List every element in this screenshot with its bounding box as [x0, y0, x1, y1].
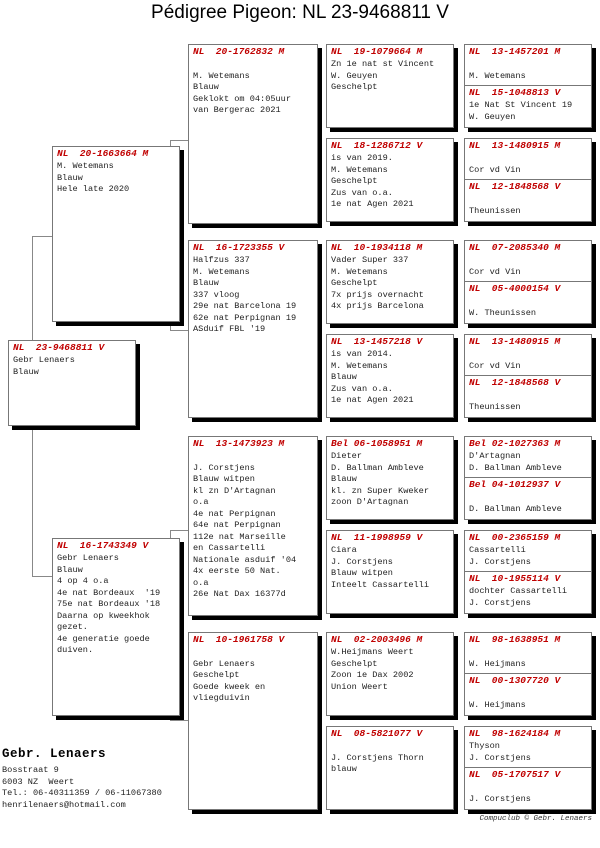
connector-line [32, 576, 52, 577]
pigeon-info: is van 2019. M. Wetemans Geschelpt Zus van o.a. 1e nat Agen 2021 [331, 153, 414, 209]
great-grandparent-card[interactable] [326, 632, 454, 716]
ring-number: NL 08-5821077 V [331, 728, 423, 739]
gg-grandparents-pair-card[interactable] [464, 138, 592, 222]
connector-line [32, 426, 33, 576]
great-grandparent-card[interactable] [326, 240, 454, 324]
ring-number: NL 15-1048813 V [469, 87, 561, 98]
granddam-paternal-card[interactable] [188, 240, 318, 418]
ring-number: NL 02-2003496 M [331, 634, 423, 645]
pigeon-info: is van 2014. M. Wetemans Blauw Zus van o.a. 1e nat Agen 2021 [331, 349, 414, 405]
owner-phone: Tel.: 06-40311359 / 06-11067380 [2, 788, 162, 798]
ring-number: NL 05-1707517 V [469, 769, 561, 780]
ring-number: NL 10-1961758 V [193, 634, 285, 645]
ring-number: NL 00-1307720 V [469, 675, 561, 686]
connector-line [32, 236, 52, 237]
connector-line [170, 330, 188, 331]
grandsire-maternal-card[interactable] [188, 436, 318, 616]
ring-number: NL 12-1848568 V [469, 181, 561, 192]
pigeon-info: Cassartelli J. Corstjens [469, 545, 531, 567]
ring-number: NL 12-1848568 V [469, 377, 561, 388]
pigeon-info: W.Heijmans Weert Geschelpt Zoon 1e Dax 2002 Union Weert [331, 647, 414, 692]
owner-address-street: Bosstraat 9 [2, 765, 59, 775]
pigeon-info: Gebr Lenaers Geschelpt Goede kweek en vliegduivin [193, 658, 266, 703]
pigeon-info: D'Artagnan D. Ballman Ambleve [469, 451, 562, 473]
great-grandparent-card[interactable] [326, 530, 454, 614]
subject-card[interactable] [8, 340, 136, 426]
ring-number: NL 23-9468811 V [13, 342, 105, 353]
pigeon-info: Gebr Lenaers Blauw [13, 355, 75, 377]
pigeon-info: Dieter D. Ballman Ambleve Blauw kl. zn Super Kweker zoon D'Artagnan [331, 451, 429, 507]
pigeon-info: J. Corstjens [469, 793, 531, 804]
pigeon-info: M. Wetemans Blauw Hele late 2020 [57, 161, 130, 194]
great-grandparent-card[interactable] [326, 138, 454, 222]
page-title: Pédigree Pigeon: NL 23-9468811 V [151, 2, 449, 23]
gg-grandparents-pair-card[interactable] [464, 530, 592, 614]
ring-number: NL 98-1624184 M [469, 728, 561, 739]
ring-number: NL 13-1480915 M [469, 140, 561, 151]
grandsire-paternal-card[interactable] [188, 44, 318, 224]
ring-number: NL 16-1723355 V [193, 242, 285, 253]
ring-number: NL 98-1638951 M [469, 634, 561, 645]
gg-grandparents-pair-card[interactable] [464, 436, 592, 520]
owner-name: Gebr. Lenaers [2, 747, 107, 761]
ring-number: NL 10-1955114 V [469, 573, 561, 584]
ring-number: NL 13-1457201 M [469, 46, 561, 57]
owner-block [2, 747, 187, 811]
pigeon-info: W. Heijmans [469, 699, 526, 710]
pigeon-info: W. Theunissen [469, 307, 537, 318]
great-grandparent-card[interactable] [326, 436, 454, 520]
ring-number: NL 13-1480915 M [469, 336, 561, 347]
pigeon-info: Halfzus 337 M. Wetemans Blauw 337 vloog 29e nat Barcelona 19 62e nat Perpignan 19 ASduif FBL '19 [193, 255, 297, 334]
pigeon-info: Theunissen [469, 401, 521, 412]
gg-grandparents-pair-card[interactable] [464, 334, 592, 418]
pigeon-info: Ciara J. Corstjens Blauw witpen Inteelt Cassartelli [331, 545, 429, 590]
connector-line [32, 236, 33, 340]
pigeon-info: Zn 1e nat st Vincent W. Geuyen Geschelpt [331, 59, 435, 92]
ring-number: NL 00-2365159 M [469, 532, 561, 543]
ring-number: NL 20-1663664 M [57, 148, 149, 159]
ring-number: NL 16-1743349 V [57, 540, 149, 551]
great-grandparent-card[interactable] [326, 44, 454, 128]
pigeon-info: W. Heijmans [469, 658, 526, 669]
pigeon-info: J. Corstjens Thorn blauw [331, 752, 424, 774]
ring-number: NL 19-1079664 M [331, 46, 423, 57]
great-grandparent-card[interactable] [326, 334, 454, 418]
pigeon-info: Vader Super 337 M. Wetemans Geschelpt 7x prijs overnacht 4x prijs Barcelona [331, 255, 424, 311]
pigeon-info: J. Corstjens Blauw witpen kl zn D'Artagnan o.a 4e nat Perpignan 64e nat Perpignan 112e nat Marseille en Cassartelli Nationale asduif '04 4x eerste 50 Nat. o.a 26e Nat Dax 16377d [193, 462, 297, 599]
ring-number: Bel 02-1027363 M [469, 438, 561, 449]
pigeon-info: 1e Nat St Vincent 19 W. Geuyen [469, 100, 573, 122]
footer-credit: Compuclub © Gebr. Lenaers [479, 815, 592, 823]
gg-grandparents-pair-card[interactable] [464, 44, 592, 128]
gg-grandparents-pair-card[interactable] [464, 240, 592, 324]
ring-number: NL 07-2085340 M [469, 242, 561, 253]
granddam-maternal-card[interactable] [188, 632, 318, 810]
father-card[interactable] [52, 146, 180, 322]
ring-number: NL 18-1286712 V [331, 140, 423, 151]
ring-number: Bel 04-1012937 V [469, 479, 561, 490]
pigeon-info: D. Ballman Ambleve [469, 503, 562, 514]
owner-address-city: 6003 NZ Weert [2, 776, 75, 787]
pigeon-info: Cor vd Vin [469, 266, 521, 277]
connector-line [170, 140, 188, 141]
great-grandparent-card[interactable] [326, 726, 454, 810]
ring-number: NL 05-4000154 V [469, 283, 561, 294]
pigeon-info: Theunissen [469, 205, 521, 216]
pigeon-info: M. Wetemans Blauw Geklokt om 04:05uur van Bergerac 2021 [193, 70, 291, 115]
pigeon-info: M. Wetemans [469, 70, 526, 81]
ring-number: NL 11-1998959 V [331, 532, 423, 543]
pigeon-info: Gebr Lenaers Blauw 4 op 4 o.a 4e nat Bordeaux '19 75e nat Bordeaux '18 Daarna op kweekhok gezet. 4e generatie goede duiven. [57, 553, 161, 655]
owner-email[interactable]: henrilenaers@hotmail.com [2, 799, 126, 810]
connector-line [170, 720, 188, 721]
pigeon-info: Cor vd Vin [469, 360, 521, 371]
connector-line [170, 530, 188, 531]
mother-card[interactable] [52, 538, 180, 716]
ring-number: Bel 06-1058951 M [331, 438, 423, 449]
ring-number: NL 13-1473923 M [193, 438, 285, 449]
ring-number: NL 13-1457218 V [331, 336, 423, 347]
gg-grandparents-pair-card[interactable] [464, 632, 592, 716]
pigeon-info: Thyson J. Corstjens [469, 741, 531, 763]
pigeon-info: dochter Cassartelli J. Corstjens [469, 586, 567, 608]
ring-number: NL 20-1762832 M [193, 46, 285, 57]
pigeon-info: Cor vd Vin [469, 164, 521, 175]
gg-grandparents-pair-card[interactable] [464, 726, 592, 810]
ring-number: NL 10-1934118 M [331, 242, 423, 253]
